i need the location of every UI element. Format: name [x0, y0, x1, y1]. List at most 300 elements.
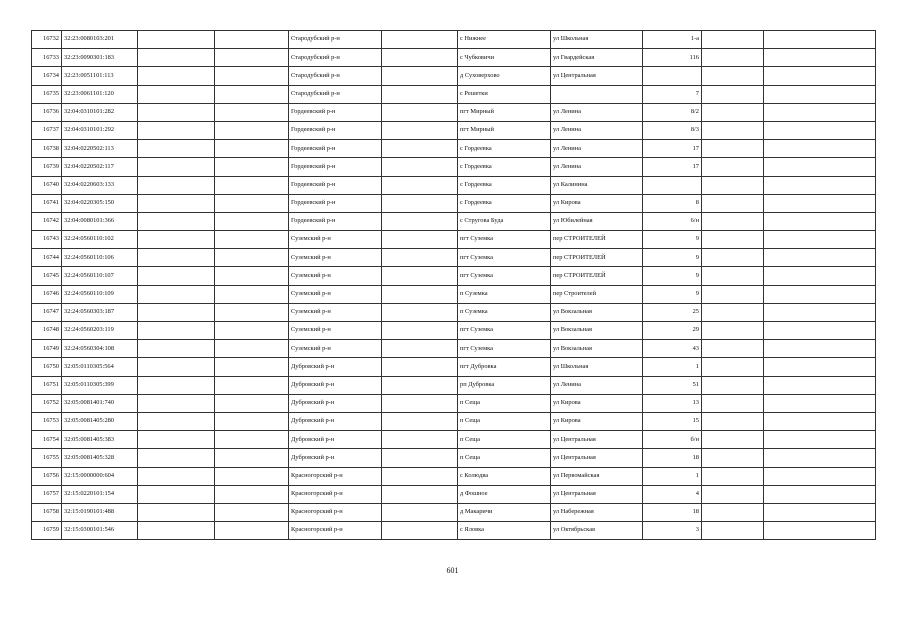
- cell-row-number: 16755: [32, 449, 62, 467]
- cell-district: Красногорский р-н: [289, 485, 382, 503]
- cell-col-blank-e: [764, 267, 876, 285]
- cell-col-blank-e: [764, 85, 876, 103]
- cell-settlement: с Гордеевка: [458, 194, 551, 212]
- cell-col-blank-c: [382, 285, 458, 303]
- cell-col-blank-c: [382, 412, 458, 430]
- cell-street: ул Ленина: [551, 103, 643, 121]
- cell-row-number: 16743: [32, 231, 62, 249]
- cell-col-blank-a: [138, 140, 215, 158]
- cell-row-number: 16733: [32, 49, 62, 67]
- cell-settlement: п Сеща: [458, 412, 551, 430]
- cell-row-number: 16750: [32, 358, 62, 376]
- cell-col-blank-c: [382, 103, 458, 121]
- cell-col-blank-d: [702, 285, 764, 303]
- cell-district: Стародубский р-н: [289, 49, 382, 67]
- cell-row-number: 16746: [32, 285, 62, 303]
- cell-cadastral-number: 32:23:0090301:183: [62, 49, 138, 67]
- cell-district: Суземский р-н: [289, 322, 382, 340]
- cell-cadastral-number: 32:24:0560110:102: [62, 231, 138, 249]
- cell-col-blank-d: [702, 212, 764, 230]
- cell-street: ул Вокзальная: [551, 322, 643, 340]
- cell-col-blank-d: [702, 340, 764, 358]
- cell-col-blank-c: [382, 340, 458, 358]
- cell-house-number: 3: [643, 522, 702, 540]
- cell-col-blank-a: [138, 449, 215, 467]
- cell-col-blank-e: [764, 303, 876, 321]
- cell-col-blank-d: [702, 103, 764, 121]
- cell-street: ул Ленина: [551, 158, 643, 176]
- cell-district: Дубровский р-н: [289, 358, 382, 376]
- cell-street: ул Набережная: [551, 503, 643, 521]
- cell-street: [551, 85, 643, 103]
- cell-district: Суземский р-н: [289, 249, 382, 267]
- cell-house-number: 6/н: [643, 212, 702, 230]
- cell-house-number: 9: [643, 267, 702, 285]
- cell-col-blank-e: [764, 285, 876, 303]
- cell-cadastral-number: 32:04:0220502:113: [62, 140, 138, 158]
- cell-district: Гордеевский р-н: [289, 212, 382, 230]
- cell-row-number: 16732: [32, 31, 62, 49]
- cell-col-blank-b: [215, 231, 289, 249]
- table-row: [32, 194, 876, 212]
- table-row: [32, 431, 876, 449]
- cell-col-blank-b: [215, 249, 289, 267]
- cell-street: ул Калинина: [551, 176, 643, 194]
- cell-col-blank-d: [702, 449, 764, 467]
- cell-col-blank-b: [215, 322, 289, 340]
- cell-street: ул Центральная: [551, 431, 643, 449]
- cell-cadastral-number: 32:04:0220305:150: [62, 194, 138, 212]
- cell-col-blank-b: [215, 140, 289, 158]
- cell-col-blank-b: [215, 158, 289, 176]
- cell-house-number: 9: [643, 249, 702, 267]
- cell-col-blank-c: [382, 431, 458, 449]
- cell-house-number: [643, 176, 702, 194]
- cell-row-number: 16759: [32, 522, 62, 540]
- cell-col-blank-e: [764, 376, 876, 394]
- cell-col-blank-c: [382, 194, 458, 212]
- cell-col-blank-e: [764, 485, 876, 503]
- table-row: [32, 449, 876, 467]
- cell-street: ул Центральная: [551, 67, 643, 85]
- cell-col-blank-a: [138, 285, 215, 303]
- cell-col-blank-a: [138, 394, 215, 412]
- table-row: [32, 303, 876, 321]
- cell-district: Дубровский р-н: [289, 449, 382, 467]
- cell-col-blank-a: [138, 467, 215, 485]
- table-row: [32, 231, 876, 249]
- table-row: [32, 522, 876, 540]
- cell-district: Дубровский р-н: [289, 376, 382, 394]
- cell-house-number: 8: [643, 194, 702, 212]
- cell-settlement: с Нижнее: [458, 31, 551, 49]
- cell-cadastral-number: 32:15:0000000:604: [62, 467, 138, 485]
- cell-col-blank-e: [764, 503, 876, 521]
- cell-row-number: 16744: [32, 249, 62, 267]
- cell-col-blank-c: [382, 267, 458, 285]
- cell-col-blank-d: [702, 322, 764, 340]
- cell-col-blank-b: [215, 412, 289, 430]
- table-row: [32, 67, 876, 85]
- cell-col-blank-b: [215, 49, 289, 67]
- cell-settlement: д Суховерхово: [458, 67, 551, 85]
- cell-col-blank-a: [138, 67, 215, 85]
- cell-col-blank-e: [764, 412, 876, 430]
- cell-district: Стародубский р-н: [289, 85, 382, 103]
- cell-row-number: 16742: [32, 212, 62, 230]
- cell-house-number: 29: [643, 322, 702, 340]
- cell-row-number: 16735: [32, 85, 62, 103]
- cell-col-blank-b: [215, 485, 289, 503]
- cell-cadastral-number: 32:05:0081401:740: [62, 394, 138, 412]
- cell-col-blank-b: [215, 394, 289, 412]
- cell-col-blank-a: [138, 194, 215, 212]
- cell-district: Красногорский р-н: [289, 503, 382, 521]
- cell-street: ул Октябрьская: [551, 522, 643, 540]
- table-row: [32, 140, 876, 158]
- cell-col-blank-c: [382, 394, 458, 412]
- cell-col-blank-c: [382, 358, 458, 376]
- cell-col-blank-a: [138, 322, 215, 340]
- cell-col-blank-c: [382, 485, 458, 503]
- cell-cadastral-number: 32:05:0110305:564: [62, 358, 138, 376]
- cell-row-number: 16740: [32, 176, 62, 194]
- cell-house-number: 15: [643, 412, 702, 430]
- cell-district: Стародубский р-н: [289, 31, 382, 49]
- cell-house-number: 9: [643, 231, 702, 249]
- cell-col-blank-b: [215, 340, 289, 358]
- cell-col-blank-c: [382, 522, 458, 540]
- cell-cadastral-number: 32:15:0220101:154: [62, 485, 138, 503]
- cell-cadastral-number: 32:04:0310101:292: [62, 121, 138, 139]
- cell-row-number: 16738: [32, 140, 62, 158]
- cell-col-blank-d: [702, 503, 764, 521]
- cell-row-number: 16758: [32, 503, 62, 521]
- cell-district: Гордеевский р-н: [289, 176, 382, 194]
- cell-col-blank-e: [764, 522, 876, 540]
- cell-col-blank-a: [138, 249, 215, 267]
- cell-street: пер СТРОИТЕЛЕЙ: [551, 249, 643, 267]
- cell-settlement: д Фошное: [458, 485, 551, 503]
- cell-col-blank-e: [764, 140, 876, 158]
- cell-col-blank-c: [382, 449, 458, 467]
- cell-house-number: [643, 67, 702, 85]
- cell-col-blank-e: [764, 449, 876, 467]
- cell-row-number: 16747: [32, 303, 62, 321]
- cell-col-blank-c: [382, 85, 458, 103]
- cell-house-number: 25: [643, 303, 702, 321]
- cell-col-blank-e: [764, 49, 876, 67]
- table-row: [32, 249, 876, 267]
- cell-col-blank-b: [215, 285, 289, 303]
- cell-street: ул Школьная: [551, 31, 643, 49]
- cell-house-number: 13: [643, 394, 702, 412]
- table-row: [32, 340, 876, 358]
- cell-col-blank-d: [702, 231, 764, 249]
- cell-col-blank-b: [215, 449, 289, 467]
- cell-district: Стародубский р-н: [289, 67, 382, 85]
- cell-cadastral-number: 32:23:0080103:201: [62, 31, 138, 49]
- cell-col-blank-a: [138, 522, 215, 540]
- cell-settlement: с Гордеевка: [458, 140, 551, 158]
- cell-district: Суземский р-н: [289, 303, 382, 321]
- cell-col-blank-b: [215, 31, 289, 49]
- cell-house-number: 1: [643, 358, 702, 376]
- cell-settlement: пгт Суземка: [458, 340, 551, 358]
- cell-col-blank-d: [702, 121, 764, 139]
- table-row: [32, 467, 876, 485]
- cell-district: Гордеевский р-н: [289, 140, 382, 158]
- cell-settlement: с Яловка: [458, 522, 551, 540]
- cell-col-blank-d: [702, 394, 764, 412]
- cell-house-number: б/н: [643, 431, 702, 449]
- cell-settlement: с Чубковичи: [458, 49, 551, 67]
- cell-cadastral-number: 32:24:0560203:119: [62, 322, 138, 340]
- cell-col-blank-c: [382, 67, 458, 85]
- cell-col-blank-a: [138, 358, 215, 376]
- cell-col-blank-d: [702, 412, 764, 430]
- cell-district: Дубровский р-н: [289, 431, 382, 449]
- cell-house-number: 1: [643, 467, 702, 485]
- cell-district: Красногорский р-н: [289, 522, 382, 540]
- cell-col-blank-b: [215, 522, 289, 540]
- cell-cadastral-number: 32:23:0051101:113: [62, 67, 138, 85]
- cell-settlement: пгт Суземка: [458, 267, 551, 285]
- cell-district: Гордеевский р-н: [289, 194, 382, 212]
- cell-district: Суземский р-н: [289, 285, 382, 303]
- cell-col-blank-b: [215, 467, 289, 485]
- cell-street: ул Юбилейная: [551, 212, 643, 230]
- table-row: [32, 158, 876, 176]
- cell-district: Гордеевский р-н: [289, 121, 382, 139]
- cell-district: Гордеевский р-н: [289, 103, 382, 121]
- cell-col-blank-b: [215, 67, 289, 85]
- cell-street: пер Строителей: [551, 285, 643, 303]
- cell-settlement: с Гордеевка: [458, 158, 551, 176]
- cell-district: Дубровский р-н: [289, 412, 382, 430]
- cell-house-number: 1-а: [643, 31, 702, 49]
- cell-settlement: с Решетки: [458, 85, 551, 103]
- cell-cadastral-number: 32:15:0190101:488: [62, 503, 138, 521]
- table-row: [32, 85, 876, 103]
- cell-settlement: с Гордеевка: [458, 176, 551, 194]
- cell-col-blank-d: [702, 358, 764, 376]
- cell-cadastral-number: 32:04:0220603:133: [62, 176, 138, 194]
- table-row: [32, 322, 876, 340]
- cell-cadastral-number: 32:24:0560110:107: [62, 267, 138, 285]
- table-row: [32, 394, 876, 412]
- cell-col-blank-d: [702, 140, 764, 158]
- cell-col-blank-d: [702, 158, 764, 176]
- cell-row-number: 16756: [32, 467, 62, 485]
- cell-col-blank-b: [215, 376, 289, 394]
- cell-col-blank-e: [764, 340, 876, 358]
- table-row: [32, 285, 876, 303]
- cell-street: ул Ленина: [551, 140, 643, 158]
- cell-settlement: пгт Мирный: [458, 121, 551, 139]
- cell-col-blank-e: [764, 31, 876, 49]
- cell-col-blank-d: [702, 467, 764, 485]
- cell-col-blank-e: [764, 194, 876, 212]
- table-row: [32, 121, 876, 139]
- cell-district: Гордеевский р-н: [289, 158, 382, 176]
- cell-col-blank-d: [702, 431, 764, 449]
- cell-col-blank-d: [702, 303, 764, 321]
- cell-col-blank-d: [702, 176, 764, 194]
- cell-settlement: пгт Суземка: [458, 231, 551, 249]
- cell-col-blank-e: [764, 121, 876, 139]
- cell-col-blank-a: [138, 303, 215, 321]
- cell-street: ул Кирова: [551, 394, 643, 412]
- cell-cadastral-number: 32:24:0560110:106: [62, 249, 138, 267]
- table-row: [32, 31, 876, 49]
- cell-col-blank-a: [138, 485, 215, 503]
- cell-street: ул Кирова: [551, 412, 643, 430]
- cell-col-blank-a: [138, 431, 215, 449]
- cell-cadastral-number: 32:05:0110305:399: [62, 376, 138, 394]
- cell-col-blank-c: [382, 140, 458, 158]
- cell-house-number: 51: [643, 376, 702, 394]
- cell-col-blank-b: [215, 212, 289, 230]
- table-row: [32, 485, 876, 503]
- cell-settlement: пгт Суземка: [458, 249, 551, 267]
- table-row: [32, 376, 876, 394]
- table-row: [32, 267, 876, 285]
- cell-col-blank-e: [764, 158, 876, 176]
- cell-col-blank-c: [382, 176, 458, 194]
- cell-row-number: 16757: [32, 485, 62, 503]
- cell-cadastral-number: 32:05:0081405:280: [62, 412, 138, 430]
- cell-house-number: 4: [643, 485, 702, 503]
- cell-col-blank-a: [138, 503, 215, 521]
- cell-street: ул Центральная: [551, 485, 643, 503]
- cell-col-blank-a: [138, 176, 215, 194]
- cell-col-blank-b: [215, 431, 289, 449]
- cell-row-number: 16739: [32, 158, 62, 176]
- cell-col-blank-d: [702, 194, 764, 212]
- cell-settlement: п Сеща: [458, 449, 551, 467]
- cell-col-blank-b: [215, 358, 289, 376]
- cell-col-blank-c: [382, 503, 458, 521]
- cell-col-blank-b: [215, 267, 289, 285]
- cell-house-number: 9: [643, 285, 702, 303]
- cell-district: Суземский р-н: [289, 340, 382, 358]
- cell-house-number: 18: [643, 503, 702, 521]
- cell-col-blank-d: [702, 376, 764, 394]
- cell-col-blank-b: [215, 194, 289, 212]
- cell-row-number: 16736: [32, 103, 62, 121]
- cell-street: пер СТРОИТЕЛЕЙ: [551, 231, 643, 249]
- cell-house-number: 8/2: [643, 103, 702, 121]
- cell-col-blank-a: [138, 376, 215, 394]
- cell-col-blank-c: [382, 376, 458, 394]
- cell-settlement: пгт Дубровка: [458, 358, 551, 376]
- cell-cadastral-number: 32:05:0081405:383: [62, 431, 138, 449]
- table-row: [32, 49, 876, 67]
- cell-col-blank-a: [138, 85, 215, 103]
- cell-col-blank-e: [764, 431, 876, 449]
- cell-col-blank-d: [702, 267, 764, 285]
- cell-col-blank-e: [764, 176, 876, 194]
- cell-settlement: с Струговa Буда: [458, 212, 551, 230]
- cell-col-blank-c: [382, 249, 458, 267]
- cell-settlement: с Колюдва: [458, 467, 551, 485]
- cell-row-number: 16754: [32, 431, 62, 449]
- table-row: [32, 412, 876, 430]
- cell-col-blank-b: [215, 303, 289, 321]
- cell-col-blank-c: [382, 231, 458, 249]
- cell-col-blank-d: [702, 85, 764, 103]
- table-row: [32, 503, 876, 521]
- cell-row-number: 16751: [32, 376, 62, 394]
- cell-settlement: пгт Мирный: [458, 103, 551, 121]
- cell-settlement: д Макаричи: [458, 503, 551, 521]
- cell-row-number: 16741: [32, 194, 62, 212]
- cell-street: ул Гвардейская: [551, 49, 643, 67]
- cell-settlement: п Суземка: [458, 303, 551, 321]
- cell-settlement: рп Дубровка: [458, 376, 551, 394]
- cell-col-blank-a: [138, 103, 215, 121]
- cell-house-number: 7: [643, 85, 702, 103]
- cell-col-blank-b: [215, 503, 289, 521]
- cell-cadastral-number: 32:24:0560110:109: [62, 285, 138, 303]
- table-row: [32, 358, 876, 376]
- cell-cadastral-number: 32:24:0560304:108: [62, 340, 138, 358]
- cell-street: ул Центральная: [551, 449, 643, 467]
- cell-col-blank-a: [138, 340, 215, 358]
- cell-settlement: п Суземка: [458, 285, 551, 303]
- cell-col-blank-e: [764, 67, 876, 85]
- cell-col-blank-e: [764, 103, 876, 121]
- cell-col-blank-c: [382, 121, 458, 139]
- cell-row-number: 16748: [32, 322, 62, 340]
- cell-street: ул Кирова: [551, 194, 643, 212]
- cell-cadastral-number: 32:15:0300101:546: [62, 522, 138, 540]
- cell-col-blank-a: [138, 31, 215, 49]
- cell-col-blank-e: [764, 467, 876, 485]
- cell-col-blank-a: [138, 412, 215, 430]
- cell-cadastral-number: 32:24:0560303:187: [62, 303, 138, 321]
- cell-cadastral-number: 32:04:0310101:282: [62, 103, 138, 121]
- cell-house-number: 116: [643, 49, 702, 67]
- cell-col-blank-b: [215, 85, 289, 103]
- cell-street: ул Вокзальная: [551, 340, 643, 358]
- cell-col-blank-d: [702, 67, 764, 85]
- cell-col-blank-e: [764, 212, 876, 230]
- cell-col-blank-b: [215, 121, 289, 139]
- cell-col-blank-a: [138, 212, 215, 230]
- cell-settlement: пгт Суземка: [458, 322, 551, 340]
- cell-col-blank-a: [138, 49, 215, 67]
- cell-settlement: п Сеща: [458, 394, 551, 412]
- cell-col-blank-a: [138, 121, 215, 139]
- table-row: [32, 103, 876, 121]
- cell-district: Суземский р-н: [289, 231, 382, 249]
- cell-district: Дубровский р-н: [289, 394, 382, 412]
- cell-cadastral-number: 32:05:0081405:328: [62, 449, 138, 467]
- cell-row-number: 16749: [32, 340, 62, 358]
- cell-cadastral-number: 32:04:0080101:366: [62, 212, 138, 230]
- cell-settlement: п Сеща: [458, 431, 551, 449]
- page-number: 601: [446, 566, 459, 575]
- cell-col-blank-a: [138, 267, 215, 285]
- cell-house-number: 18: [643, 449, 702, 467]
- cell-cadastral-number: 32:23:0061101:120: [62, 85, 138, 103]
- cell-house-number: 43: [643, 340, 702, 358]
- cell-row-number: 16737: [32, 121, 62, 139]
- cell-col-blank-d: [702, 249, 764, 267]
- cell-street: ул Школьная: [551, 358, 643, 376]
